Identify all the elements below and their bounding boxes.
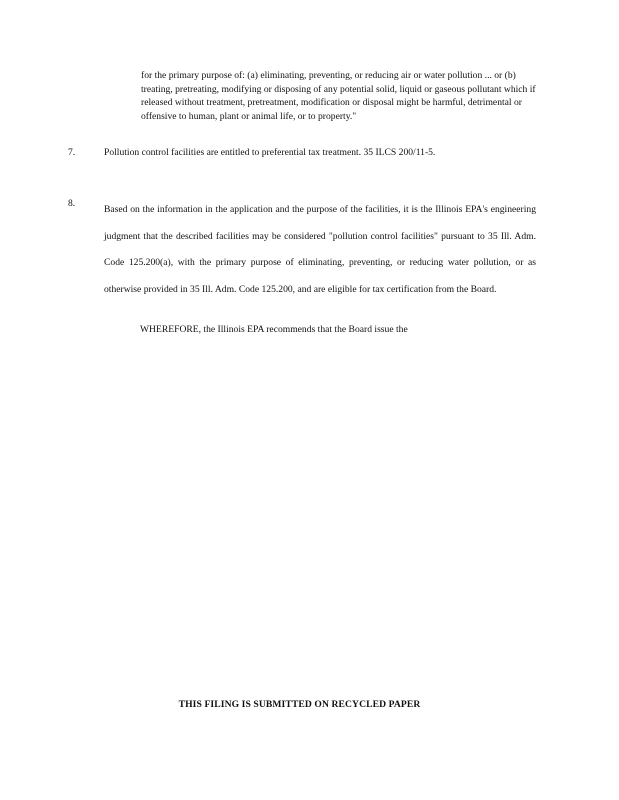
wherefore-clause: WHEREFORE, the Illinois EPA recommends that the Board issue the — [140, 324, 408, 335]
quoted-definition: for the primary purpose of: (a) eliminating, preventing, or reducing air or water pollution ... or (b) treating, pretreating, modifying or disposing of any potential solid, liquid or gaseous pollutant which if released without treatment, pretreatment, modification or disposal might be harmful, detrimental or offensive to human, plant or animal life, or to property." — [141, 70, 536, 122]
paragraph-8-text: Based on the information in the application and the purpose of the facilities, it is the Illinois EPA's engineering judgment that the described facilities may be considered "pollution control facilities" pursuant to 35 Ill. Adm. Code 125.200(a), with the primary purpose of eliminating, preventing, or reducing water pollution, or as otherwise provided in 35 Ill. Adm. Code 125.200, and are eligible for tax certification from the Board. — [104, 204, 536, 295]
recycled-paper-footer — [0, 699, 619, 710]
footer-text: THIS FILING IS SUBMITTED ON RECYCLED PAPER — [178, 699, 421, 710]
paragraph-7-text: Pollution control facilities are entitled to preferential tax treatment. 35 ILCS 200/11-5. — [104, 147, 436, 158]
paragraph-8-number: 8. — [68, 198, 76, 209]
paragraph-7-number: 7. — [68, 147, 76, 158]
